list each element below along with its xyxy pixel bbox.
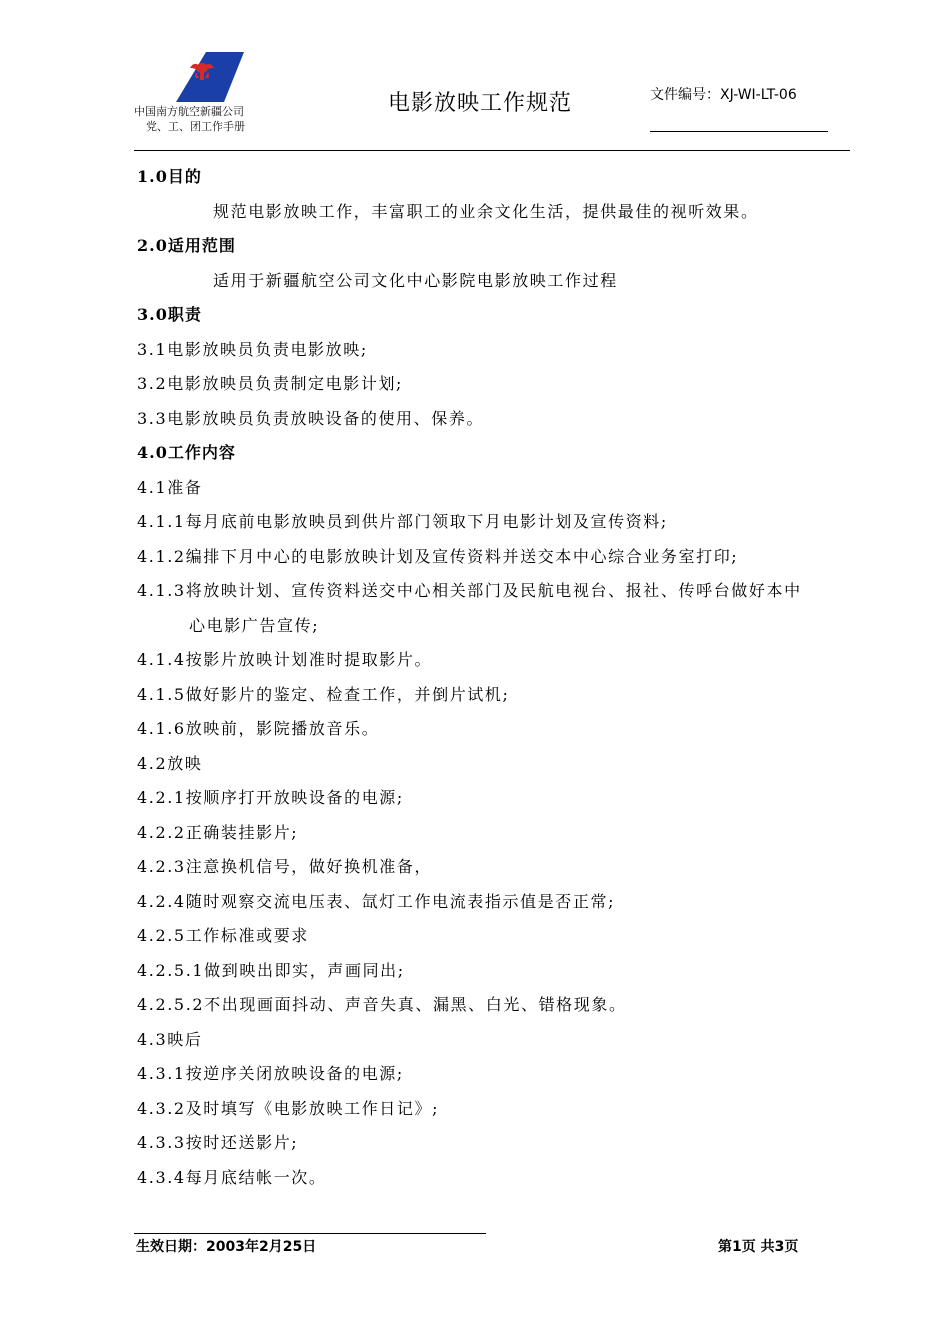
list-item: 4.2.5工作标准或要求: [137, 926, 309, 945]
company-name: [134, 104, 245, 134]
list-item: 3.2电影放映员负责制定电影计划;: [137, 374, 404, 393]
list-item: 4.1.2编排下月中心的电影放映计划及宣传资料并送交本中心综合业务室打印;: [137, 546, 739, 566]
section-heading: 1.0目的: [137, 167, 202, 186]
subsection-title: 4.1准备: [137, 477, 203, 497]
list-item: 4.3.4每月底结帐一次。: [137, 1167, 327, 1187]
list-item: 4.2.2正确装挂影片;: [137, 822, 299, 842]
page-header: [0, 0, 950, 155]
list-item: 4.1.1每月底前电影放映员到供片部门领取下月电影计划及宣传资料;: [137, 512, 668, 531]
file-number: 文件编号：XJ-WI-LT-06: [650, 87, 797, 103]
list-item: 4.2.1按顺序打开放映设备的电源;: [137, 788, 404, 807]
list-item: 4.3.3按时还送影片;: [137, 1133, 299, 1152]
list-item: 4.2.5.2不出现画面抖动、声音失真、漏黑、白光、错格现象。: [137, 995, 627, 1014]
footer-divider: [134, 1233, 486, 1234]
list-item: 3.3电影放映员负责放映设备的使用、保养。: [137, 408, 485, 428]
list-item: 4.2.5.1做到映出即实，声画同出;: [137, 960, 405, 980]
list-item: 4.1.3将放映计划、宣传资料送交中心相关部门及民航电视台、报社、传呼台做好本中: [137, 581, 802, 600]
page-number: 第1页 共3页: [718, 1239, 799, 1255]
section-heading: 3.0职责: [137, 305, 202, 324]
list-item: 4.1.5做好影片的鉴定、检查工作，并倒片试机;: [137, 684, 510, 704]
subsection-title: 4.3映后: [137, 1029, 203, 1049]
subsection-title: 4.2放映: [137, 753, 203, 773]
file-number-underline: [650, 131, 828, 132]
document-title: 电影放映工作规范: [388, 91, 573, 116]
list-item: 4.3.1按逆序关闭放映设备的电源;: [137, 1064, 404, 1083]
list-item: 3.1电影放映员负责电影放映;: [137, 339, 368, 359]
list-item: 4.1.4按影片放映计划准时提取影片。: [137, 650, 433, 669]
company-line2: 党、工、团工作手册: [146, 120, 245, 133]
effective-date: 生效日期：2003年2月25日: [136, 1239, 317, 1255]
paragraph: 规范电影放映工作，丰富职工的业余文化生活，提供最佳的视听效果。: [213, 201, 759, 221]
company-line1: 中国南方航空新疆公司: [134, 105, 244, 118]
list-item: 4.2.4随时观察交流电压表、氙灯工作电流表指示值是否正常;: [137, 891, 616, 911]
section-heading: 2.0适用范围: [137, 236, 236, 255]
section-heading: 4.0工作内容: [137, 443, 236, 462]
paragraph: 适用于新疆航空公司文化中心影院电影放映工作过程: [213, 270, 618, 290]
airline-logo-icon: [166, 48, 246, 104]
list-item-continuation: 心电影广告宣传;: [189, 615, 320, 635]
header-divider: [134, 150, 850, 151]
list-item: 4.3.2及时填写《电影放映工作日记》;: [137, 1098, 440, 1118]
document-body: [137, 160, 852, 1195]
list-item: 4.1.6放映前，影院播放音乐。: [137, 719, 380, 738]
list-item: 4.2.3注意换机信号，做好换机准备，: [137, 857, 433, 876]
